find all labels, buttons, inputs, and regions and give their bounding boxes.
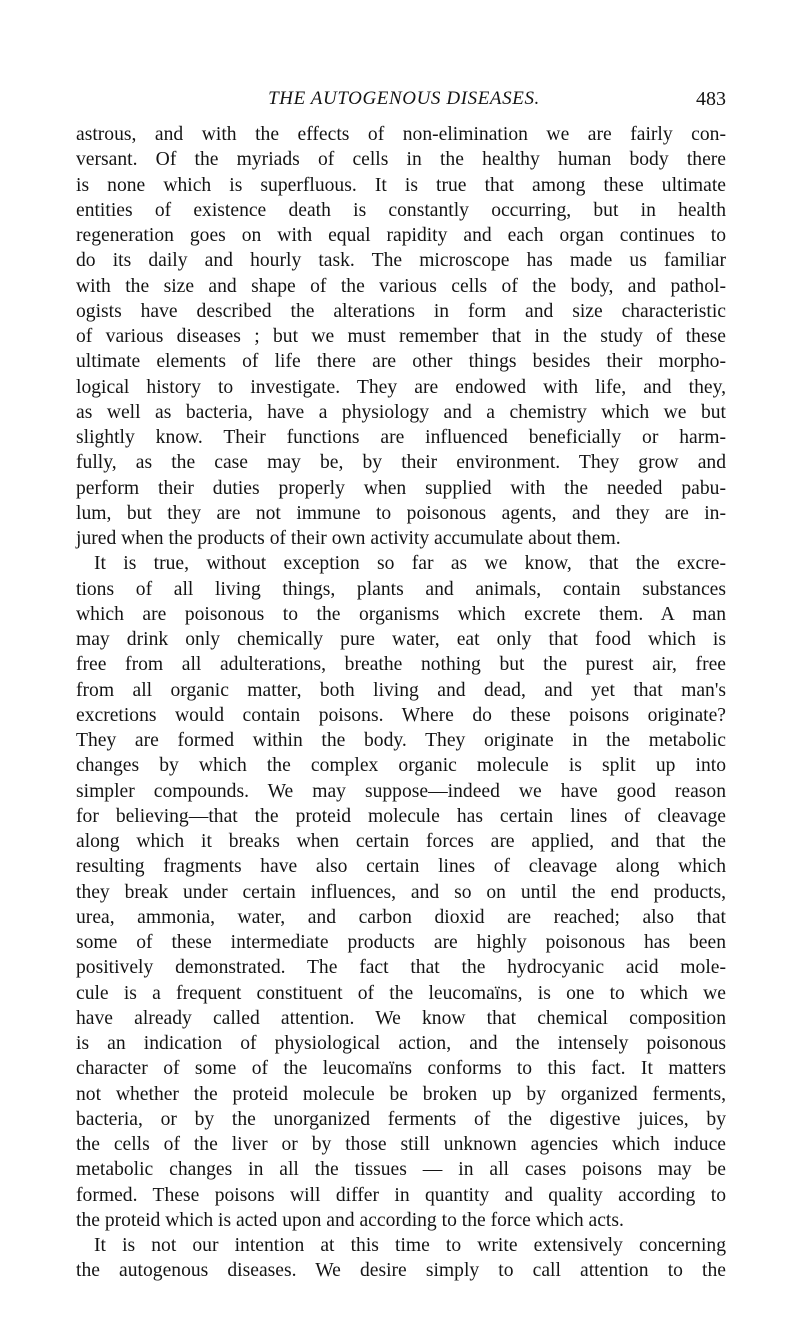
page-number: 483	[696, 88, 726, 110]
text-line: the cells of the liver or by those still unknown agencies which induce	[76, 1134, 726, 1155]
text-line: do its daily and hourly task. The microscope has made us familiar	[76, 250, 726, 272]
text-line: they break under certain influences, and so on until the end products,	[76, 881, 726, 903]
text-line: the proteid which is acted upon and according to the force which acts.	[76, 1209, 624, 1231]
text-line: along which it breaks when certain forces are applied, and that the	[76, 831, 726, 852]
text-line: It is not our intention at this time to write extensively concerning	[94, 1235, 726, 1256]
text-line: which are poisonous to the organisms which excrete them. A man	[76, 603, 726, 625]
text-line: ultimate elements of life there are other things besides their morpho-	[76, 351, 726, 373]
text-line: free from all adulterations, breathe nothing but the purest air, free	[76, 654, 726, 676]
text-line: the autogenous diseases. We desire simply to call attention to the	[76, 1260, 726, 1282]
text-line: excretions would contain poisons. Where do these poisons originate?	[76, 704, 726, 726]
text-line: jured when the products of their own activity accumulate about them.	[76, 528, 621, 549]
text-line: with the size and shape of the various cells of the body, and pathol-	[76, 275, 726, 297]
text-line: regeneration goes on with equal rapidity and each organ continues to	[76, 225, 726, 246]
text-line: cule is a frequent constituent of the leucomaïns, is one to which we	[76, 982, 726, 1004]
text-line: character of some of the leucomaïns conforms to this fact. It matters	[76, 1058, 726, 1080]
text-line: metabolic changes in all the tissues — in all cases poisons may be	[76, 1159, 726, 1181]
text-line: urea, ammonia, water, and carbon dioxid are reached; also that	[76, 906, 726, 928]
text-line: tions of all living things, plants and animals, contain substances	[76, 578, 726, 600]
text-line: changes by which the complex organic molecule is split up into	[76, 755, 726, 777]
text-line: logical history to investigate. They are endowed with life, and they,	[76, 376, 726, 398]
text-line: simpler compounds. We may suppose—indeed we have good reason	[76, 780, 726, 802]
text-line: versant. Of the myriads of cells in the healthy human body there	[76, 149, 726, 171]
text-line: bacteria, or by the unorganized ferments of the digestive juices, by	[76, 1108, 726, 1130]
text-line: from all organic matter, both living and dead, and yet that man's	[76, 679, 726, 701]
text-line: ogists have described the alterations in form and size characteristic	[76, 300, 726, 322]
text-line: It is true, without exception so far as we know, that the excre-	[94, 553, 726, 575]
text-line: positively demonstrated. The fact that the hydrocyanic acid mole-	[76, 957, 726, 979]
text-line: may drink only chemically pure water, eat only that food which is	[76, 629, 726, 650]
body-text	[76, 122, 726, 1284]
text-line: fully, as the case may be, by their environment. They grow and	[76, 452, 726, 474]
text-line: perform their duties properly when supplied with the needed pabu-	[76, 477, 726, 499]
running-header	[0, 84, 800, 114]
text-line: astrous, and with the effects of non-elimination we are fairly con-	[76, 124, 726, 145]
text-line: slightly know. Their functions are influenced beneficially or harm-	[76, 427, 726, 448]
text-line: resulting fragments have also certain lines of cleavage along which	[76, 856, 726, 878]
text-line: is none which is superfluous. It is true that among these ultimate	[76, 174, 726, 196]
text-line: They are formed within the body. They originate in the metabolic	[76, 730, 726, 751]
text-line: some of these intermediate products are highly poisonous has been	[76, 932, 726, 953]
text-line: of various diseases ; but we must remember that in the study of these	[76, 326, 726, 347]
text-line: for believing—that the proteid molecule has certain lines of cleavage	[76, 805, 726, 827]
text-line: as well as bacteria, have a physiology and a chemistry which we but	[76, 401, 726, 423]
running-title: THE AUTOGENOUS DISEASES.	[268, 88, 540, 109]
text-line: is an indication of physiological action, and the intensely poisonous	[76, 1033, 726, 1054]
text-line: lum, but they are not immune to poisonous agents, and they are in-	[76, 502, 726, 524]
text-line: entities of existence death is constantly occurring, but in health	[76, 199, 726, 221]
text-line: not whether the proteid molecule be broken up by organized ferments,	[76, 1083, 726, 1105]
text-line: formed. These poisons will differ in quantity and quality according to	[76, 1184, 726, 1206]
text-line: have already called attention. We know that chemical composition	[76, 1007, 726, 1029]
